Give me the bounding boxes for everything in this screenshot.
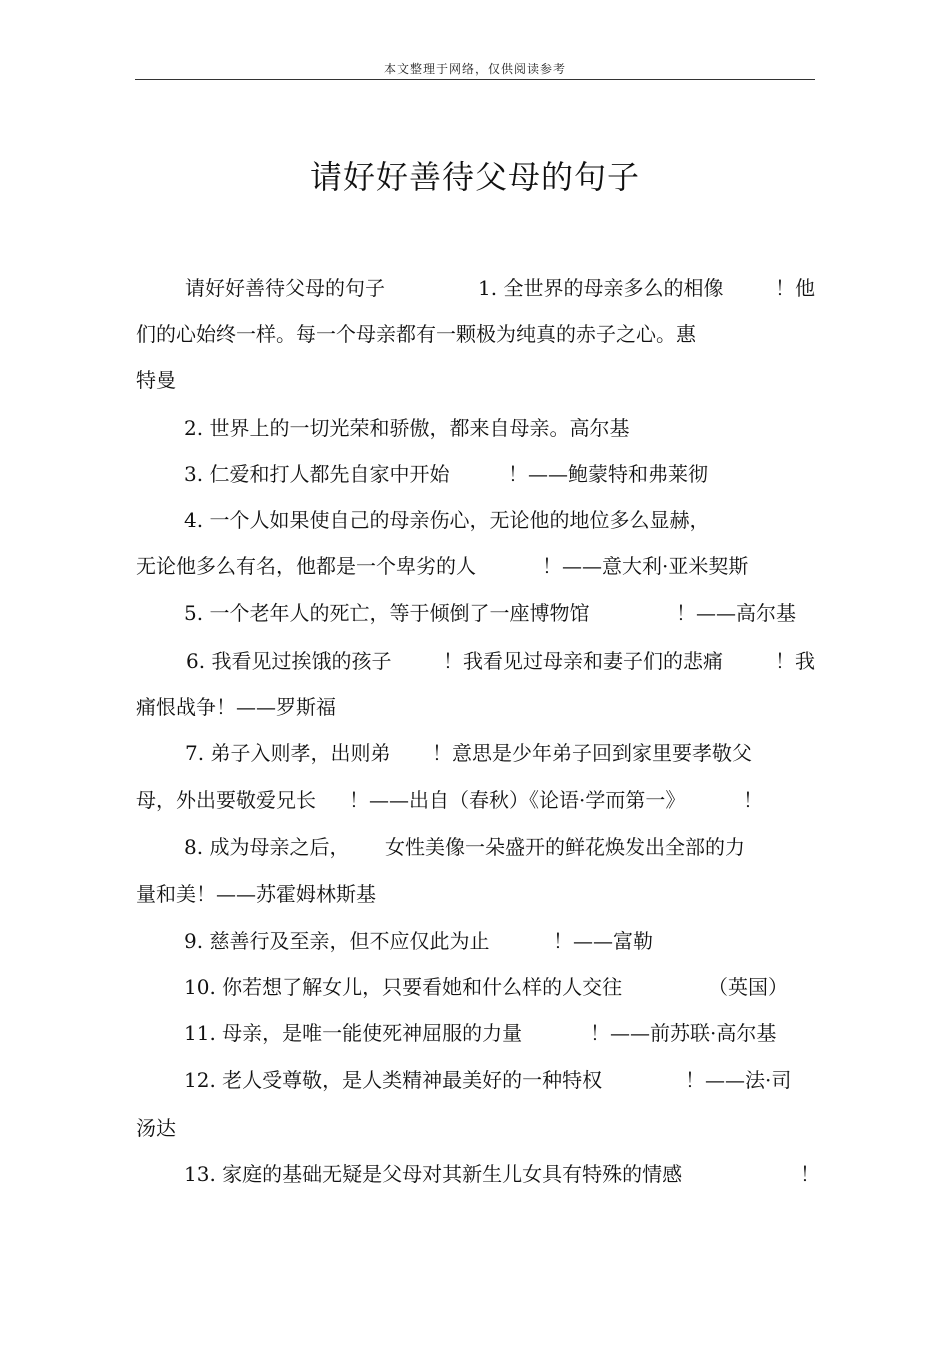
text-segment: 特曼 — [136, 368, 176, 392]
text-segment: 6. 我看见过挨饿的孩子 — [186, 649, 392, 673]
text-segment: ！——富勒 — [553, 929, 653, 953]
text-segment: （英国） — [708, 975, 788, 999]
text-segment: 女性美像一朵盛开的鲜花焕发出全部的力 — [385, 835, 745, 859]
text-segment: 痛恨战争！——罗斯福 — [136, 695, 336, 719]
text-segment: 10. 你若想了解女儿，只要看她和什么样的人交往 — [184, 975, 623, 999]
text-segment: 7. 弟子入则孝，出则弟 — [185, 741, 391, 765]
text-segment: 无论他多么有名，他都是一个卑劣的人 — [136, 554, 476, 578]
text-segment: ！ — [800, 1162, 820, 1186]
text-segment: ！——前苏联·高尔基 — [590, 1021, 777, 1045]
header-note: 本文整理于网络，仅供阅读参考 — [383, 62, 566, 76]
text-segment: 5. 一个老年人的死亡，等于倾倒了一座博物馆 — [184, 601, 590, 625]
text-segment: ！我看见过母亲和妻子们的悲痛 — [443, 649, 723, 673]
text-segment: 13. 家庭的基础无疑是父母对其新生儿女具有特殊的情感 — [184, 1162, 683, 1186]
text-segment: 11. 母亲，是唯一能使死神屈服的力量 — [184, 1021, 523, 1045]
text-segment: 3. 仁爱和打人都先自家中开始 — [184, 462, 450, 486]
text-segment: 9. 慈善行及至亲，但不应仅此为止 — [184, 929, 490, 953]
text-segment: ！意思是少年弟子回到家里要孝敬父 — [432, 741, 752, 765]
text-segment: 量和美！——苏霍姆林斯基 — [136, 882, 376, 906]
text-segment: 1. 全世界的母亲多么的相像 — [478, 276, 724, 300]
text-segment: 们的心始终一样。每一个母亲都有一颗极为纯真的赤子之心。惠 — [136, 322, 696, 346]
text-segment: 汤达 — [136, 1116, 176, 1140]
text-segment: 4. 一个人如果使自己的母亲伤心，无论他的地位多么显赫， — [184, 508, 710, 532]
text-segment: 2. 世界上的一切光荣和骄傲，都来自母亲。高尔基 — [184, 416, 630, 440]
text-segment: ！我 — [775, 649, 815, 673]
text-segment: 请好好善待父母的句子 — [185, 276, 385, 300]
text-segment: ！ — [743, 788, 763, 812]
text-segment: ！他 — [775, 276, 815, 300]
text-segment: ！——出自（春秋）《论语·学而第一》 — [349, 788, 686, 812]
text-segment: 母，外出要敬爱兄长 — [136, 788, 316, 812]
text-segment: ！——法·司 — [685, 1068, 792, 1092]
text-segment: ！——高尔基 — [676, 601, 796, 625]
document-title: 请好好善待父母的句子 — [309, 158, 640, 196]
text-segment: 8. 成为母亲之后， — [184, 835, 350, 859]
text-segment: ！——鲍蒙特和弗莱彻 — [508, 462, 708, 486]
text-segment: 12. 老人受尊敬，是人类精神最美好的一种特权 — [184, 1068, 603, 1092]
text-segment: ！——意大利·亚米契斯 — [542, 554, 749, 578]
